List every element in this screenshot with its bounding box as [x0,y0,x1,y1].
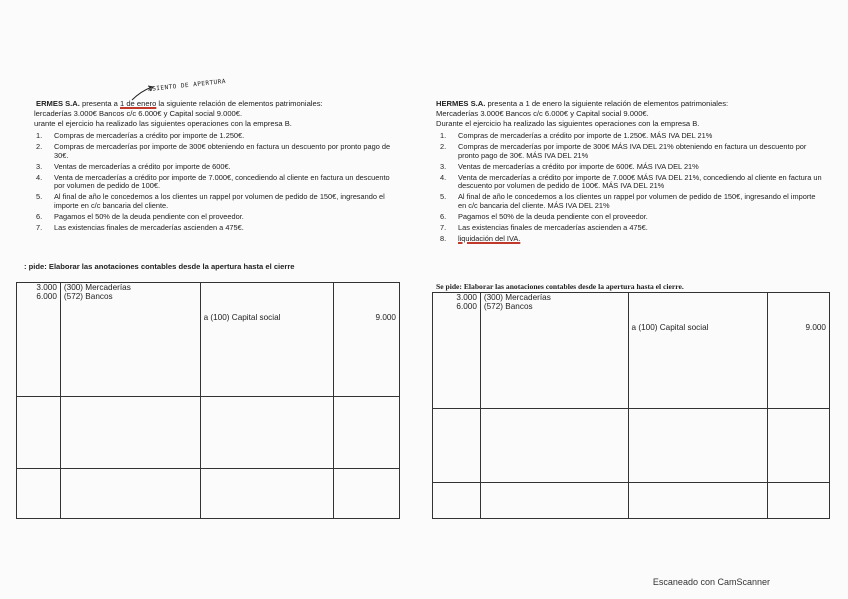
operation-item: 1. Compras de mercaderías a crédito por importe de 1.250€. MÁS IVA DEL 21% [440,131,713,140]
journal-table [432,292,830,519]
operations-list [434,132,822,246]
intro-line [36,99,323,108]
operation-item: 8. liquidación del IVA. [440,233,521,243]
operation-item: 2. Compras de mercaderías por importe de 300€ MÁS IVA DEL 21% obteniendo en factura un descuento por pronto pago de 30€. MÁS IVA DEL 21% [440,141,807,160]
debit-amounts: 3.000 6.000 [17,283,61,397]
debit-accounts: (300) Mercaderías (572) Bancos [480,293,628,409]
credit-amount: 9.000 [334,283,400,397]
operation-item: 6. Pagamos el 50% de la deuda pendiente con el proveedor. [36,211,244,221]
credit-account: a (100) Capital social [200,283,334,397]
operation-item: 7. Las existencias finales de mercaderías ascienden a 475€. [440,222,648,232]
operation-item: 4. Venta de mercaderías a crédito por importe de 7.000€, concediendo al cliente en factura un descuento por volumen de pedido de 100€. [36,172,390,191]
intro-date: 1 de enero [120,99,157,108]
operation-item: 3. Ventas de mercaderías a crédito por importe de 600€. MÁS IVA DEL 21% [440,161,699,171]
debit-amounts: 3.000 6.000 [433,293,481,409]
journal-empty-row [17,469,400,519]
operations-list [30,132,402,235]
operation-item: 3. Ventas de mercaderías a crédito por importe de 600€. [36,161,231,171]
operation-item: 1. Compras de mercaderías a crédito por importe de 1.250€. [36,131,245,140]
operations-intro: Durante el ejercicio ha realizado las siguientes operaciones con la empresa B. [436,119,700,128]
company-name: ERMES S.A. [36,99,80,108]
journal-table [16,282,400,519]
operations-intro: urante el ejercicio ha realizado las siguientes operaciones con la empresa B. [34,119,292,128]
journal-empty-row [433,483,830,519]
operation-item: 7. Las existencias finales de mercaderías ascienden a 475€. [36,222,244,232]
operation-item: 5. Al final de año le concedemos a los clientes un rappel por volumen de pedido de 150€, ingresando el importe en c/c bancaria del cliente. [36,192,385,210]
intro-text-end: la siguiente relación de elementos patrimoniales: [156,99,323,108]
intro-text: presenta a [79,99,120,108]
operation-item: 4. Venta de mercaderías a crédito por importe de 7.000€ MÁS IVA DEL 21%, concediendo al cliente en factura un descuento por volumen de pedido de 100€. MÁS IVA DEL 21% [440,172,822,191]
journal-empty-row [433,409,830,483]
credit-account: a (100) Capital social [628,293,768,409]
task-statement: Se pide: Elaborar las anotaciones contables desde la apertura hasta el cierre. [436,282,684,291]
journal-empty-row [17,397,400,469]
operation-item: 6. Pagamos el 50% de la deuda pendiente con el proveedor. [440,211,648,221]
credit-amount: 9.000 [768,293,830,409]
operation-item: 5. Al final de año le concedemos a los clientes un rappel por volumen de pedido de 150€, ingresando el importe en c/c bancaria del cliente. MÁS IVA DEL 21% [440,192,816,210]
opening-balances: lercaderías 3.000€ Bancos c/c 6.000€ y Capital social 9.000€. [34,109,243,118]
intro-line [436,99,728,108]
opening-balances: Mercaderías 3.000€ Bancos c/c 6.000€ y Capital social 9.000€. [436,109,649,118]
journal-entry-row [433,293,830,409]
scanner-footer: Escaneado con CamScanner [652,577,770,587]
debit-accounts: (300) Mercaderías (572) Bancos [60,283,200,397]
handwritten-annotation: ASIENTO DE APERTURA [147,77,227,94]
journal-entry-row [17,283,400,397]
operation-item: 2. Compras de mercaderías por importe de 300€ obteniendo en factura un descuento por pronto pago de 30€. [36,141,391,160]
intro-text: presenta a 1 de enero la siguiente relación de elementos patrimoniales: [485,99,729,108]
company-name: HERMES S.A. [436,99,486,108]
task-statement: : pide: Elaborar las anotaciones contables desde la apertura hasta el cierre [24,262,295,271]
